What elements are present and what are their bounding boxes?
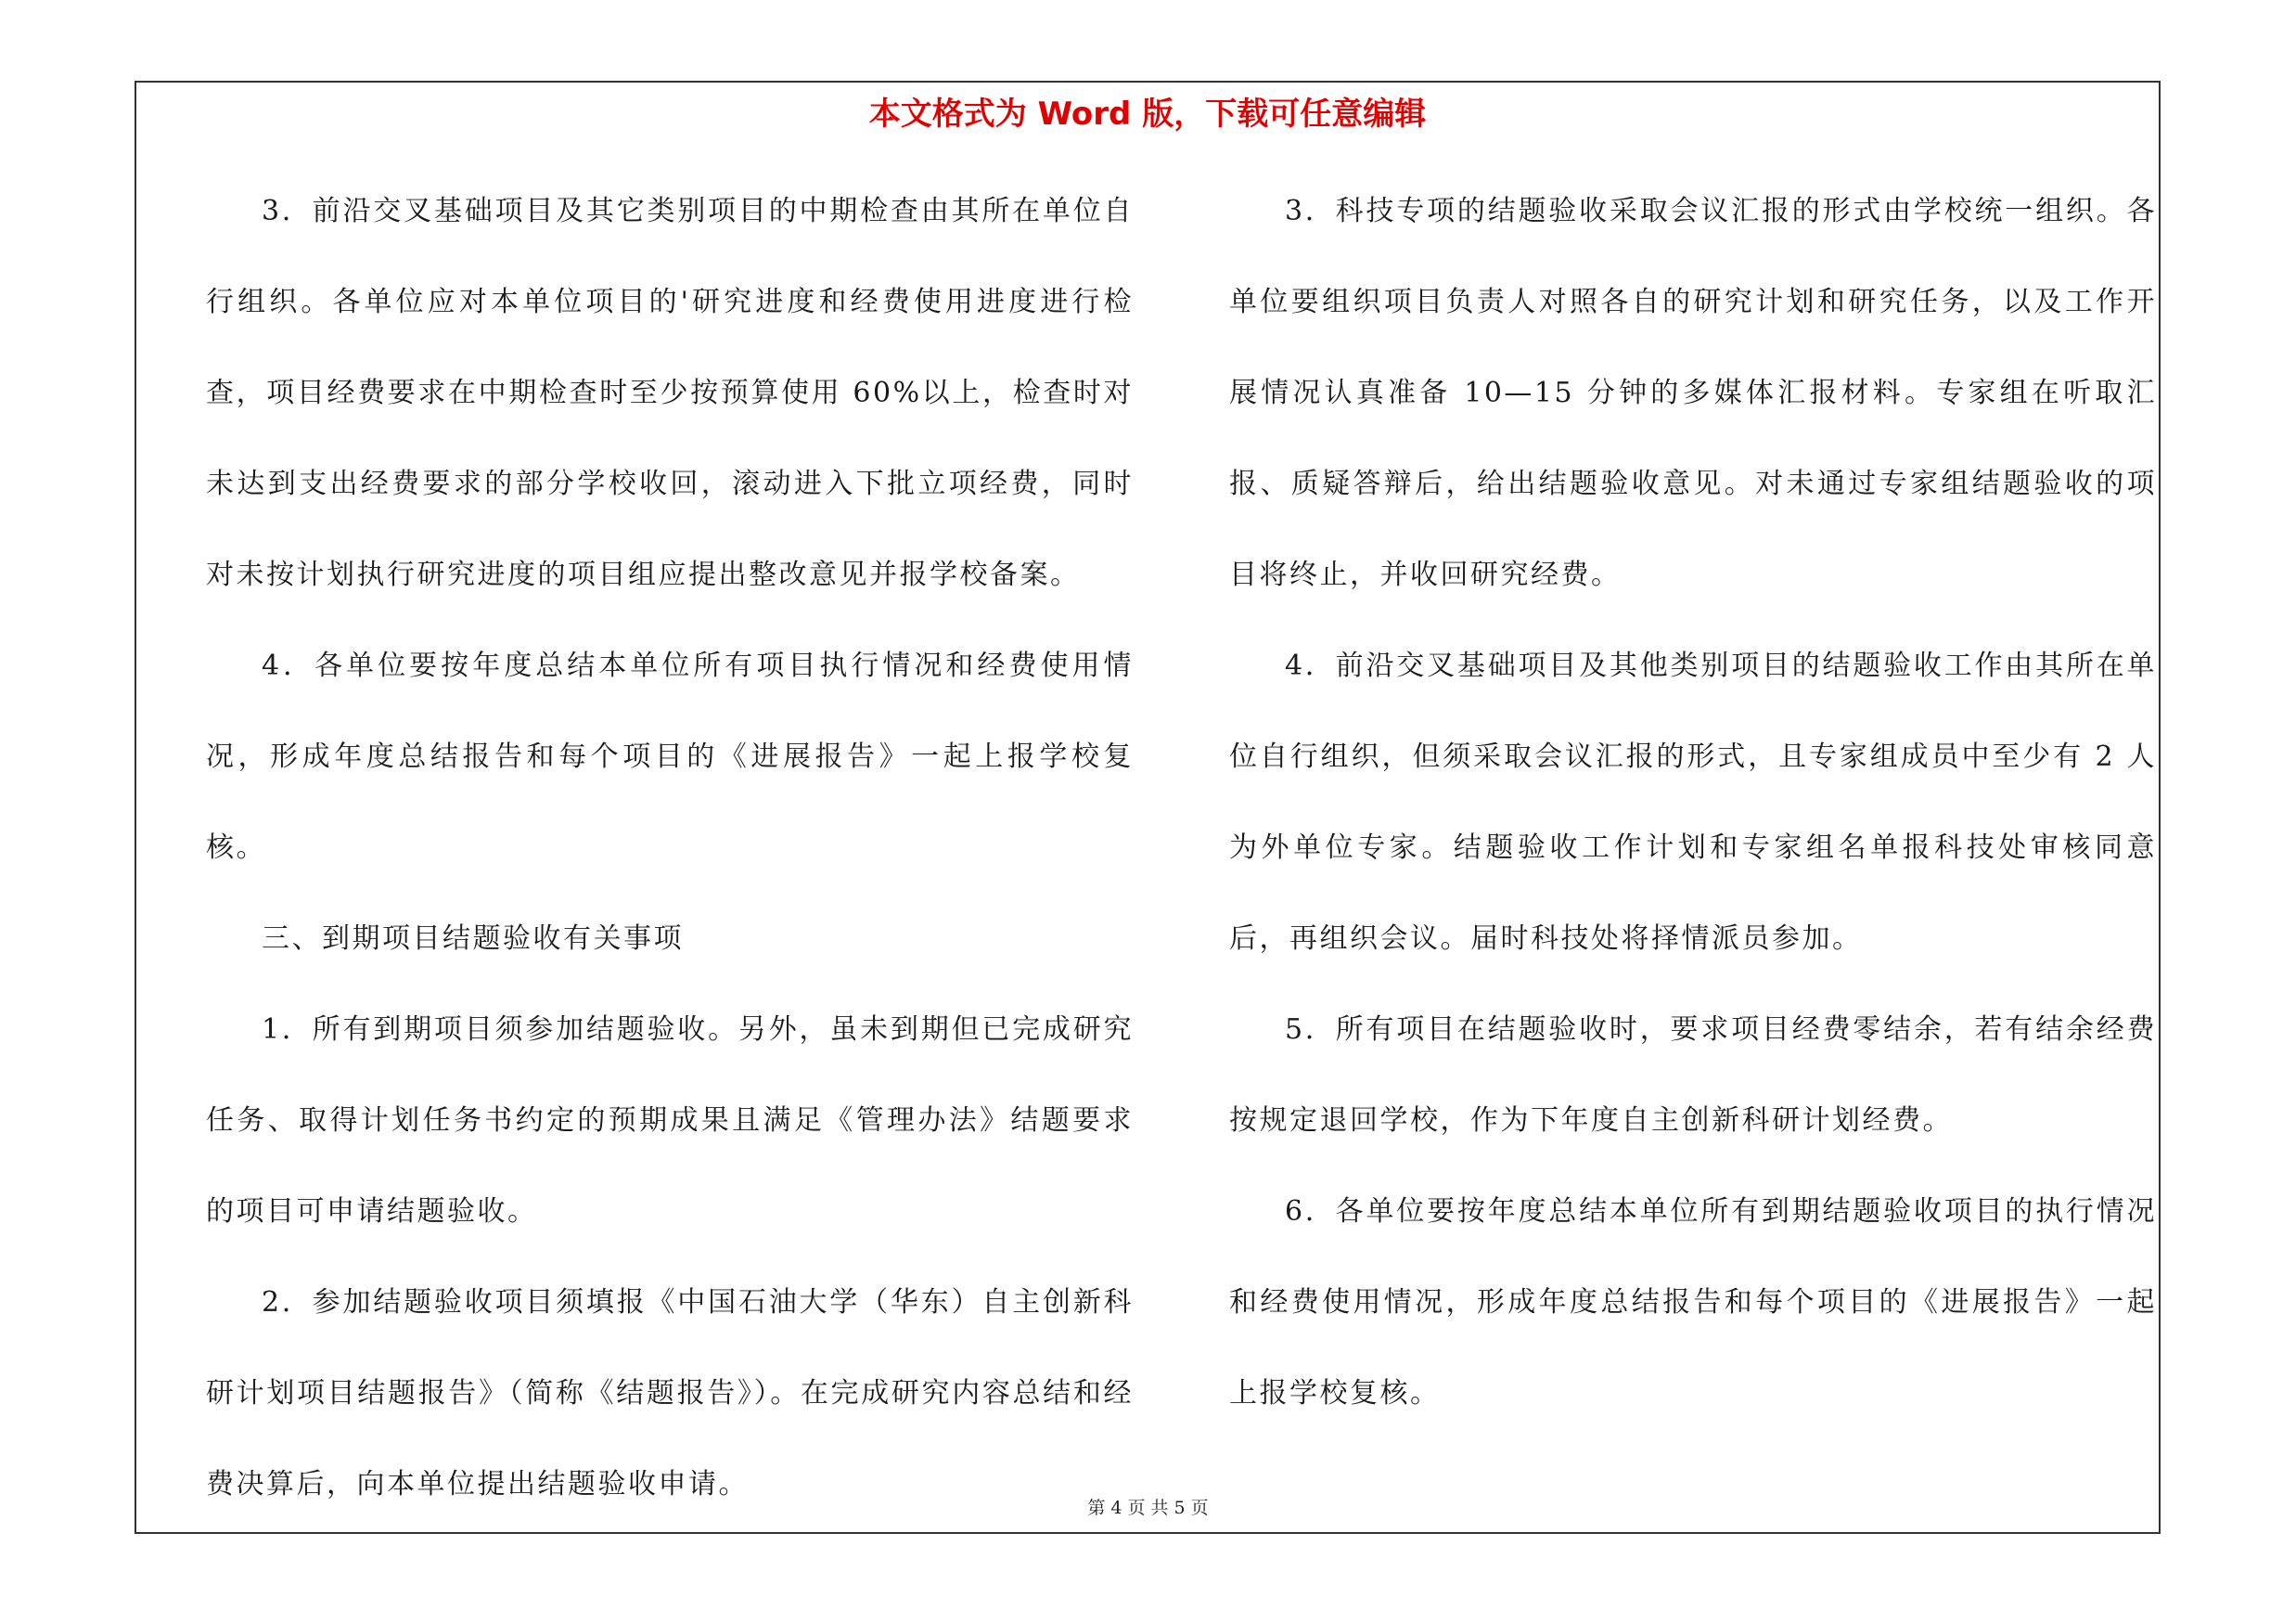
paragraph: 4．各单位要按年度总结本单位所有项目执行情况和经费使用情况，形成年度总结报告和每个项目的《进展报告》一起上报学校复核。 [206,650,1134,864]
paragraph: 2．参加结题验收项目须填报《中国石油大学（华东）自主创新科研计划项目结题报告》（简称《结题报告》）。在完成研究内容总结和经费决算后，向本单位提出结题验收申请。 [206,1286,1134,1501]
paragraph: 4．前沿交叉基础项目及其他类别项目的结题验收工作由其所在单位自行组织，但须采取会议汇报的形式，且专家组成员中至少有 2 人为外单位专家。结题验收工作计划和专家组名单报科技处审核同意后，再组织会议。届时科技处将择情派员参加。 [1229,650,2157,955]
paragraph: 5．所有项目在结题验收时，要求项目经费零结余，若有结余经费按规定退回学校，作为下年度自主创新科研计划经费。 [1229,1013,2157,1137]
paragraph: 3．前沿交叉基础项目及其它类别项目的中期检查由其所在单位自行组织。各单位应对本单位项目的'研究进度和经费使用进度进行检查，项目经费要求在中期检查时至少按预算使用 60%以上，检查时对未达到支出经费要求的部分学校收回，滚动进入下批立项经费，同时对未按计划执行研究进度的项目组应提出整改意见并报学校备案。 [206,195,1134,591]
paragraph: 3．科技专项的结题验收采取会议汇报的形式由学校统一组织。各单位要组织项目负责人对照各自的研究计划和研究任务，以及工作开展情况认真准备 10—15 分钟的多媒体汇报材料。专家组在听取汇报、质疑答辩后，给出结题验收意见。对未通过专家组结题验收的项目将终止，并收回研究经费。 [1229,195,2157,591]
right-column [1229,166,2157,1439]
paragraph: 1．所有到期项目须参加结题验收。另外，虽未到期但已完成研究任务、取得计划任务书约定的预期成果且满足《管理办法》结题要求的项目可申请结题验收。 [206,1013,1134,1228]
page-number-footer: 第 4 页 共 5 页 [1087,1498,1209,1518]
word-format-banner: 本文格式为 Word 版，下载可任意编辑 [868,96,1427,133]
left-column [206,166,1134,1530]
paragraph: 6．各单位要按年度总结本单位所有到期结题验收项目的执行情况和经费使用情况，形成年度总结报告和每个项目的《进展报告》一起上报学校复核。 [1229,1195,2157,1410]
section-heading: 三、到期项目结题验收有关事项 [262,922,684,955]
